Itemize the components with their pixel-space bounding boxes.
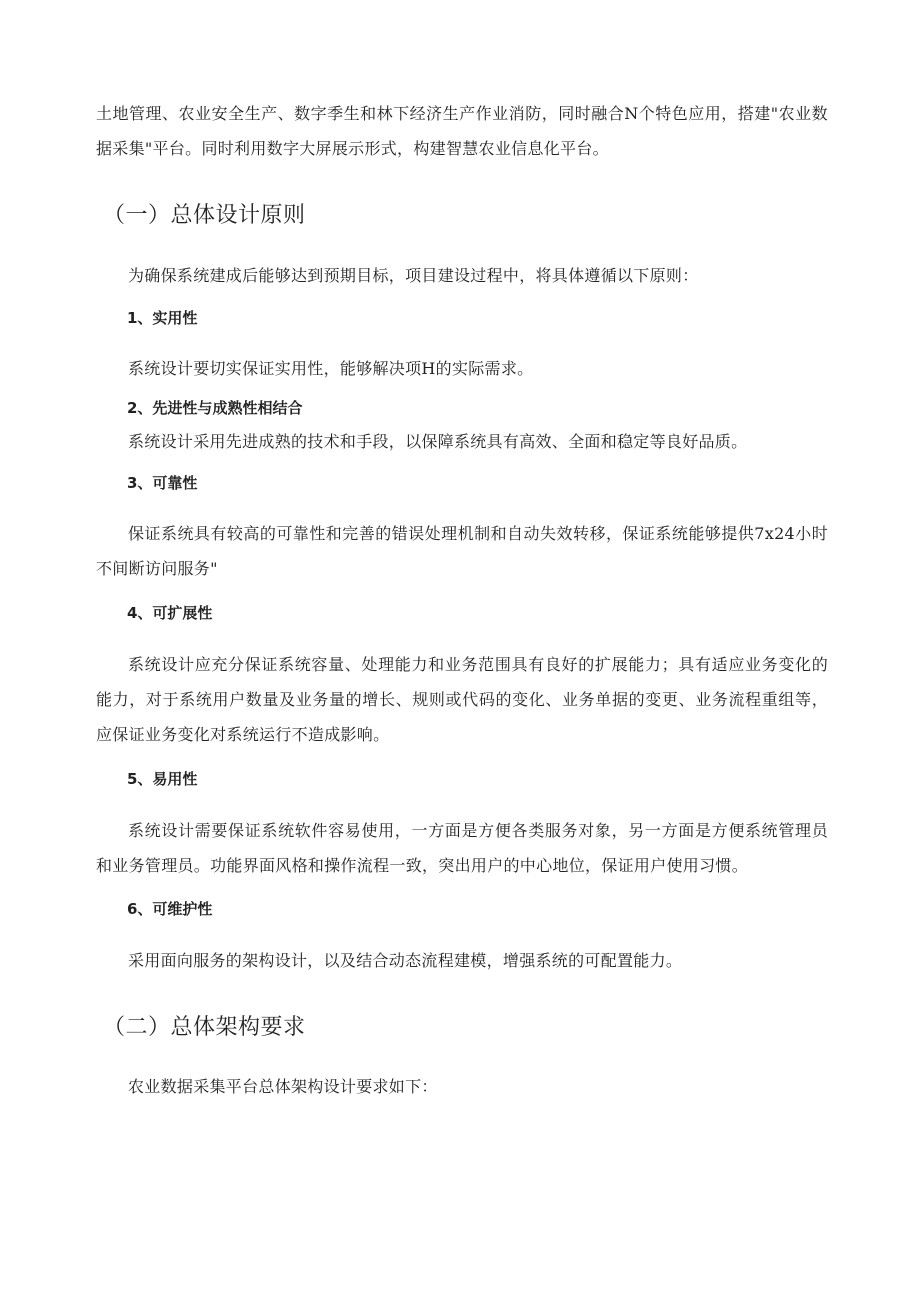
section-heading-overall-design-principles: （一）总体设计原则 (103, 203, 306, 228)
principle-title-reliability: 3、可靠性 (127, 474, 198, 492)
principle-text-advanced-mature: 系统设计采用先进成熟的技术和手段，以保障系统具有高效、全面和稳定等良好品质。 (128, 432, 748, 451)
section1-lead-paragraph: 为确保系统建成后能够达到预期目标，项目建设过程中，将具体遵循以下原则： (128, 266, 699, 285)
principle-title-usability: 5、易用性 (127, 770, 198, 788)
intro-paragraph: 土地管理、农业安全生产、数字季生和林下经济生产作业消防，同时融合N个特色应用，搭建"农业数据采集"平台。同时利用数字大屏展示形式，构建智慧农业信息化平台。 (96, 104, 828, 158)
principle-title-advanced-mature: 2、先进性与成熟性相结合 (127, 399, 303, 417)
section-heading-overall-architecture: （二）总体架构要求 (103, 1015, 306, 1040)
principle-text-maintainability: 采用面向服务的架构设计，以及结合动态流程建模，增强系统的可配置能力。 (128, 951, 683, 970)
principle-text-practicality: 系统设计要切实保证实用性，能够解决项H的实际需求。 (128, 359, 534, 378)
principle-title-maintainability: 6、可维护性 (127, 900, 213, 918)
principle-text-scalability: 系统设计应充分保证系统容量、处理能力和业务范围具有良好的扩展能力；具有适应业务变化的能力，对于系统用户数量及业务量的增长、规则或代码的变化、业务单据的变更、业务流程重组等，应保证业务变化对系统运行不造成影响。 (96, 655, 828, 744)
principle-text-reliability: 保证系统具有较高的可靠性和完善的错误处理机制和自动失效转移，保证系统能够提供7x24小时不间断访问服务" (96, 524, 828, 578)
principle-text-usability: 系统设计需要保证系统软件容易使用，一方面是方便各类服务对象，另一方面是方便系统管理员和业务管理员。功能界面风格和操作流程一致，突出用户的中心地位，保证用户使用习惯。 (96, 821, 828, 875)
principle-title-practicality: 1、实用性 (127, 309, 198, 327)
section2-lead-paragraph: 农业数据采集平台总体架构设计要求如下： (128, 1077, 438, 1096)
principle-title-scalability: 4、可扩展性 (127, 604, 213, 622)
